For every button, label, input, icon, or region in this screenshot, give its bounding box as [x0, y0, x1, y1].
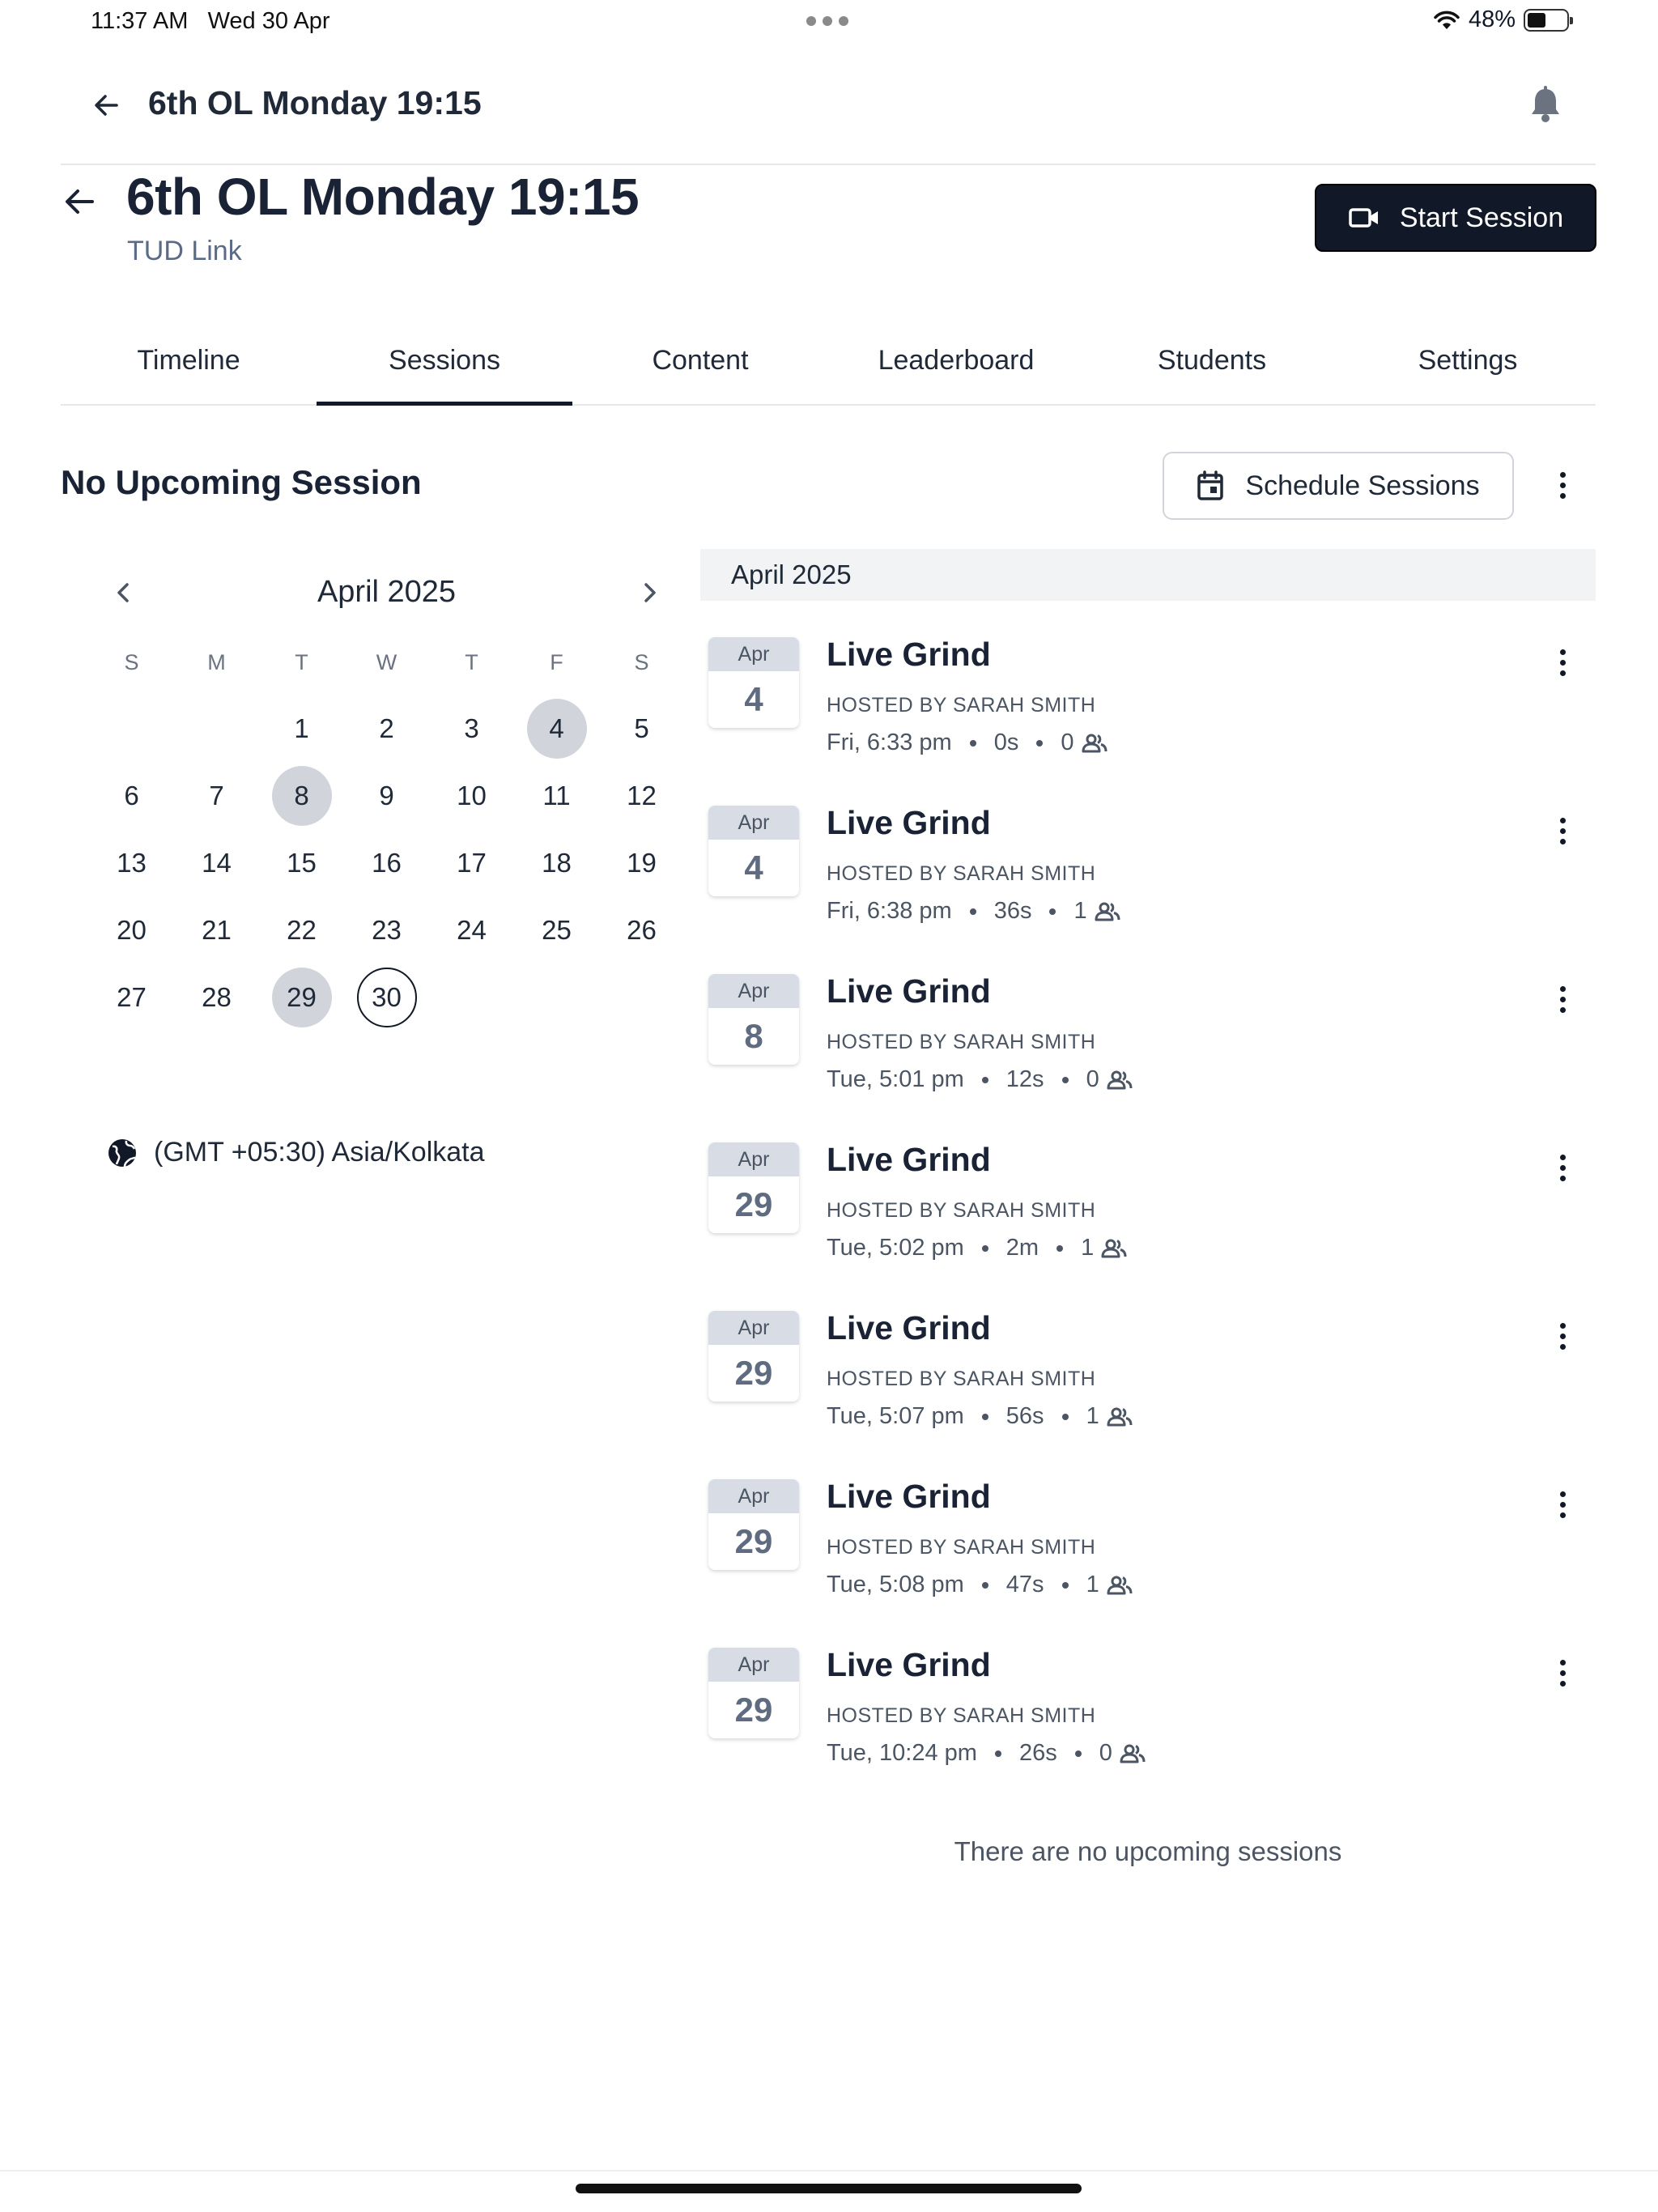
separator-dot [970, 740, 976, 747]
session-host: HOSTED BY SARAH SMITH [827, 1031, 1096, 1053]
session-meta [827, 1235, 1128, 1261]
more-options-icon[interactable] [1550, 465, 1575, 505]
status-date: Wed 30 Apr [207, 8, 330, 34]
session-item[interactable] [700, 1300, 1596, 1461]
tab-settings[interactable]: Settings [1418, 345, 1518, 376]
calendar-day-number: 8 [272, 766, 332, 826]
bottom-divider [0, 2170, 1658, 2172]
session-date-month: Apr [708, 1479, 799, 1513]
tab-bar [61, 324, 1596, 406]
session-item[interactable] [700, 963, 1596, 1125]
separator-dot [982, 1414, 988, 1420]
calendar-day-29[interactable] [259, 963, 344, 1031]
session-title: Live Grind [827, 804, 991, 841]
session-date-day: 29 [734, 1522, 773, 1560]
calendar-day-number: 12 [627, 780, 657, 810]
session-duration: 0s [993, 730, 1019, 755]
schedule-sessions-button[interactable] [1163, 452, 1514, 520]
session-more-icon[interactable] [1550, 1653, 1575, 1693]
calendar-day-22[interactable] [259, 896, 344, 963]
session-more-icon[interactable] [1550, 810, 1575, 851]
weekday-label: W [376, 649, 397, 674]
session-title: Live Grind [827, 1478, 991, 1515]
bell-icon[interactable] [1527, 84, 1564, 125]
session-meta [827, 1403, 1133, 1430]
people-icon [1074, 733, 1108, 754]
status-bar [0, 0, 1658, 45]
calendar-day-1[interactable] [259, 695, 344, 762]
calendar-day-14[interactable] [174, 829, 259, 896]
session-meta [827, 898, 1121, 925]
separator-dot [982, 1245, 988, 1252]
weekday-label: M [207, 649, 226, 674]
session-attendees: 1 [1073, 898, 1087, 924]
session-attendees: 0 [1086, 1066, 1099, 1092]
calendar-day-number: 27 [117, 981, 147, 1012]
separator-dot [970, 908, 976, 915]
no-upcoming-note: There are no upcoming sessions [954, 1836, 1342, 1866]
calendar-day-5[interactable] [599, 695, 684, 762]
session-time: Tue, 5:08 pm [827, 1572, 964, 1597]
schedule-sessions-label: Schedule Sessions [1245, 470, 1480, 501]
calendar-day-number: 3 [464, 713, 479, 743]
calendar-day-number: 11 [542, 780, 571, 810]
weekday-label: S [634, 649, 649, 674]
status-time [91, 8, 330, 35]
calendar-empty-cell [89, 695, 174, 762]
session-time: Tue, 5:02 pm [827, 1235, 964, 1261]
tab-content[interactable]: Content [652, 345, 749, 376]
start-session-label: Start Session [1399, 202, 1564, 233]
calendar-day-13[interactable] [89, 829, 174, 896]
session-date-month: Apr [708, 637, 799, 671]
people-icon [1099, 1070, 1133, 1091]
calendar-day-number: 20 [117, 914, 147, 945]
weekday-label: T [295, 649, 308, 674]
separator-dot [982, 1582, 988, 1589]
calendar-day-number: 4 [527, 699, 587, 759]
separator-dot [1049, 908, 1056, 915]
session-host: HOSTED BY SARAH SMITH [827, 1199, 1096, 1222]
calendar-day-number: 9 [379, 780, 394, 810]
session-meta [827, 1572, 1133, 1598]
back-arrow-icon[interactable] [60, 181, 100, 222]
session-date-badge [708, 1142, 799, 1233]
session-date-day: 29 [734, 1185, 773, 1223]
calendar-day-number: 14 [202, 847, 232, 878]
calendar-day-3[interactable] [429, 695, 514, 762]
calendar-day-number: 16 [372, 847, 402, 878]
calendar-day-24[interactable] [429, 896, 514, 963]
calendar-day-20[interactable] [89, 896, 174, 963]
people-icon [1099, 1406, 1133, 1427]
calendar-day-number: 25 [542, 914, 572, 945]
calendar-day-number: 13 [117, 847, 147, 878]
session-attendees: 0 [1099, 1740, 1112, 1766]
tab-sessions[interactable]: Sessions [317, 324, 572, 404]
calendar-empty-cell [174, 695, 259, 762]
session-list-month-header: April 2025 [700, 549, 1596, 601]
people-icon [1094, 1238, 1128, 1259]
session-time: Fri, 6:38 pm [827, 898, 952, 924]
session-time: Fri, 6:33 pm [827, 730, 952, 755]
status-right [1433, 6, 1569, 33]
calendar-day-25[interactable] [514, 896, 599, 963]
calendar-day-number: 15 [287, 847, 317, 878]
calendar-day-26[interactable] [599, 896, 684, 963]
session-more-icon[interactable] [1550, 1316, 1575, 1356]
weekday-label: T [465, 649, 478, 674]
calendar-day-21[interactable] [174, 896, 259, 963]
session-time: Tue, 5:01 pm [827, 1066, 964, 1092]
session-date-day: 4 [744, 849, 763, 887]
calendar-day-number: 6 [124, 780, 139, 810]
calendar-day-number: 24 [457, 914, 487, 945]
nav-divider [61, 164, 1596, 165]
status-clock: 11:37 AM [91, 8, 189, 34]
calendar-day-15[interactable] [259, 829, 344, 896]
home-indicator[interactable] [576, 2184, 1082, 2193]
calendar-day-28[interactable] [174, 963, 259, 1031]
calendar-day-number: 21 [202, 914, 232, 945]
session-title: Live Grind [827, 1309, 991, 1346]
calendar-day-9[interactable] [344, 762, 429, 829]
calendar-day-8[interactable] [259, 762, 344, 829]
nav-title: 6th OL Monday 19:15 [148, 84, 482, 121]
calendar-day-18[interactable] [514, 829, 599, 896]
calendar-day-number: 28 [202, 981, 232, 1012]
session-meta [827, 1740, 1146, 1767]
wifi-icon [1433, 10, 1460, 31]
session-more-icon[interactable] [1550, 979, 1575, 1019]
session-date-day: 8 [744, 1017, 763, 1055]
session-date-badge [708, 1648, 799, 1738]
session-item[interactable] [700, 1131, 1596, 1293]
people-icon [1087, 901, 1121, 922]
calendar-day-11[interactable] [514, 762, 599, 829]
globe-icon [107, 1138, 138, 1168]
calendar-day-10[interactable] [429, 762, 514, 829]
start-session-button[interactable] [1315, 184, 1596, 252]
calendar-day-17[interactable] [429, 829, 514, 896]
calendar-day-number: 19 [627, 847, 657, 878]
session-date-badge [708, 806, 799, 896]
calendar-day-19[interactable] [599, 829, 684, 896]
calendar-day-16[interactable] [344, 829, 429, 896]
calendar-day-27[interactable] [89, 963, 174, 1031]
calendar [97, 559, 676, 1031]
page-subtitle[interactable]: TUD Link [127, 236, 242, 266]
calendar-day-number: 26 [627, 914, 657, 945]
separator-dot [1062, 1582, 1069, 1589]
people-icon [1112, 1743, 1146, 1764]
tab-leaderboard[interactable]: Leaderboard [878, 345, 1035, 376]
separator-dot [1062, 1077, 1069, 1083]
session-date-day: 29 [734, 1691, 773, 1729]
separator-dot [1036, 740, 1043, 747]
session-date-day: 4 [744, 680, 763, 718]
page-title: 6th OL Monday 19:15 [126, 168, 640, 226]
session-time: Tue, 10:24 pm [827, 1740, 977, 1766]
timezone-label: (GMT +05:30) Asia/Kolkata [154, 1137, 485, 1168]
calendar-day-number: 2 [379, 713, 394, 743]
battery-percent: 48% [1468, 6, 1516, 32]
calendar-day-number: 7 [209, 780, 224, 810]
timezone [107, 1137, 485, 1168]
session-date-badge [708, 637, 799, 728]
separator-dot [995, 1750, 1001, 1757]
session-date-badge [708, 1479, 799, 1570]
session-duration: 36s [993, 898, 1032, 924]
calendar-day-number: 1 [294, 713, 309, 743]
weekday-label: S [124, 649, 139, 674]
calendar-day-number: 10 [457, 780, 487, 810]
session-host: HOSTED BY SARAH SMITH [827, 1536, 1096, 1559]
calendar-month-label: April 2025 [317, 575, 457, 609]
session-duration: 2m [1005, 1235, 1039, 1261]
session-title: Live Grind [827, 972, 991, 1010]
session-item[interactable] [700, 626, 1596, 788]
calendar-day-30[interactable] [344, 963, 429, 1031]
session-date-month: Apr [708, 1648, 799, 1682]
session-title: Live Grind [827, 636, 991, 673]
section-title: No Upcoming Session [61, 463, 422, 501]
session-title: Live Grind [827, 1646, 991, 1683]
video-camera-icon [1348, 206, 1380, 230]
calendar-day-4[interactable] [514, 695, 599, 762]
calendar-day-number: 18 [542, 847, 572, 878]
session-attendees: 1 [1081, 1235, 1095, 1261]
people-icon [1099, 1575, 1133, 1596]
tab-students[interactable]: Students [1157, 345, 1267, 376]
calendar-day-2[interactable] [344, 695, 429, 762]
weekday-label: F [550, 649, 563, 674]
multitasking-dots-icon[interactable] [806, 16, 848, 26]
calendar-day-23[interactable] [344, 896, 429, 963]
calendar-day-number: 22 [287, 914, 317, 945]
session-meta [827, 730, 1108, 756]
session-attendees: 0 [1061, 730, 1074, 755]
calendar-day-6[interactable] [89, 762, 174, 829]
session-more-icon[interactable] [1550, 1484, 1575, 1525]
session-more-icon[interactable] [1550, 1147, 1575, 1188]
session-host: HOSTED BY SARAH SMITH [827, 1704, 1096, 1727]
session-item[interactable] [700, 1636, 1596, 1798]
session-date-month: Apr [708, 1311, 799, 1345]
calendar-day-12[interactable] [599, 762, 684, 829]
session-item[interactable] [700, 1468, 1596, 1630]
session-title: Live Grind [827, 1141, 991, 1178]
separator-dot [982, 1077, 988, 1083]
session-duration: 12s [1005, 1066, 1044, 1092]
calendar-day-7[interactable] [174, 762, 259, 829]
calendar-icon [1197, 470, 1224, 501]
session-attendees: 1 [1086, 1403, 1099, 1429]
calendar-day-number: 29 [272, 968, 332, 1027]
session-date-badge [708, 974, 799, 1065]
session-date-month: Apr [708, 974, 799, 1008]
session-more-icon[interactable] [1550, 642, 1575, 683]
session-date-month: Apr [708, 806, 799, 840]
session-host: HOSTED BY SARAH SMITH [827, 1368, 1096, 1390]
calendar-grid [97, 630, 676, 1031]
session-time: Tue, 5:07 pm [827, 1403, 964, 1429]
session-duration: 26s [1018, 1740, 1057, 1766]
calendar-day-number: 30 [357, 968, 417, 1027]
session-host: HOSTED BY SARAH SMITH [827, 694, 1096, 717]
chevron-right-icon[interactable] [636, 578, 665, 607]
calendar-day-number: 17 [457, 847, 487, 878]
calendar-day-number: 23 [372, 914, 402, 945]
session-item[interactable] [700, 794, 1596, 956]
session-duration: 47s [1005, 1572, 1044, 1597]
session-attendees: 1 [1086, 1572, 1099, 1597]
back-arrow-icon[interactable] [89, 87, 125, 123]
session-meta [827, 1066, 1133, 1093]
battery-icon [1524, 9, 1569, 32]
session-date-month: Apr [708, 1142, 799, 1176]
session-host: HOSTED BY SARAH SMITH [827, 862, 1096, 885]
separator-dot [1075, 1750, 1082, 1757]
calendar-day-number: 5 [634, 713, 649, 743]
session-date-day: 29 [734, 1354, 773, 1392]
separator-dot [1056, 1245, 1063, 1252]
separator-dot [1062, 1414, 1069, 1420]
tab-timeline[interactable]: Timeline [137, 345, 240, 376]
session-duration: 56s [1005, 1403, 1044, 1429]
session-date-badge [708, 1311, 799, 1402]
